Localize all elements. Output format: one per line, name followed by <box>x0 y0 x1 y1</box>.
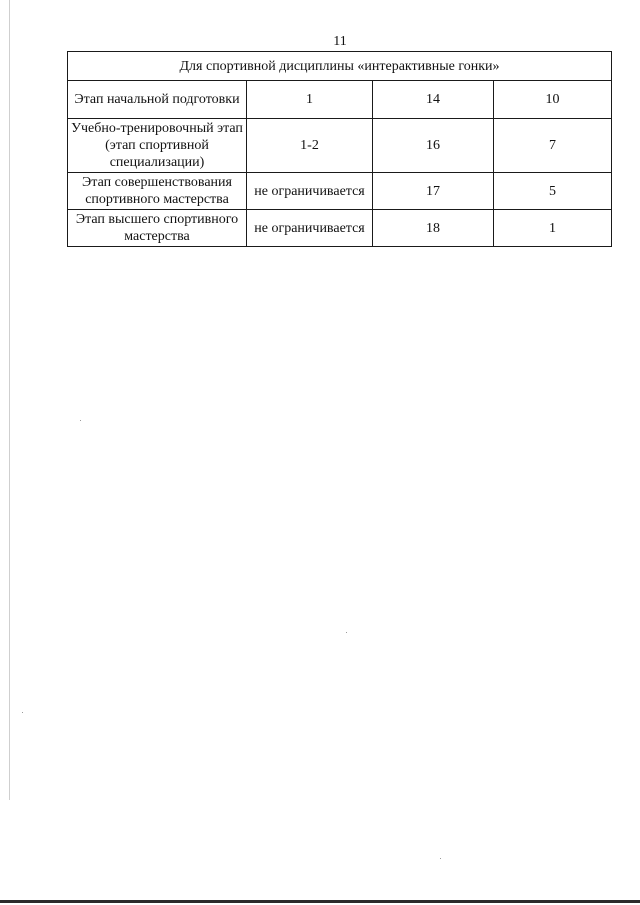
value-cell: 18 <box>373 210 494 247</box>
value-cell: 14 <box>373 81 494 119</box>
scan-speck <box>80 420 81 421</box>
table-row <box>68 119 612 173</box>
table-section-header-row <box>68 52 612 81</box>
norms-table <box>67 51 612 247</box>
stage-cell: Этап высшего спортивного мастерства <box>68 210 247 247</box>
page-number: 11 <box>333 34 347 49</box>
section-header: Для спортивной дисциплины «интерактивные гонки» <box>68 52 612 81</box>
table-row <box>68 173 612 210</box>
stage-cell: Этап начальной подготовки <box>68 81 247 119</box>
value-cell: 10 <box>494 81 612 119</box>
value-cell: 1 <box>494 210 612 247</box>
scan-left-edge <box>9 0 10 800</box>
scan-bottom-edge <box>0 900 640 903</box>
value-cell: 16 <box>373 119 494 173</box>
value-cell: не ограничивается <box>247 173 373 210</box>
value-cell: 1 <box>247 81 373 119</box>
value-cell: не ограничивается <box>247 210 373 247</box>
value-cell: 5 <box>494 173 612 210</box>
value-cell: 7 <box>494 119 612 173</box>
scan-speck <box>440 858 441 859</box>
table-row <box>68 210 612 247</box>
stage-cell: Этап совершенствования спортивного мастерства <box>68 173 247 210</box>
stage-cell: Учебно-тренировочный этап (этап спортивной специализации) <box>68 119 247 173</box>
table-row <box>68 81 612 119</box>
scan-speck <box>346 632 347 633</box>
value-cell: 17 <box>373 173 494 210</box>
scan-speck <box>22 712 23 713</box>
value-cell: 1-2 <box>247 119 373 173</box>
